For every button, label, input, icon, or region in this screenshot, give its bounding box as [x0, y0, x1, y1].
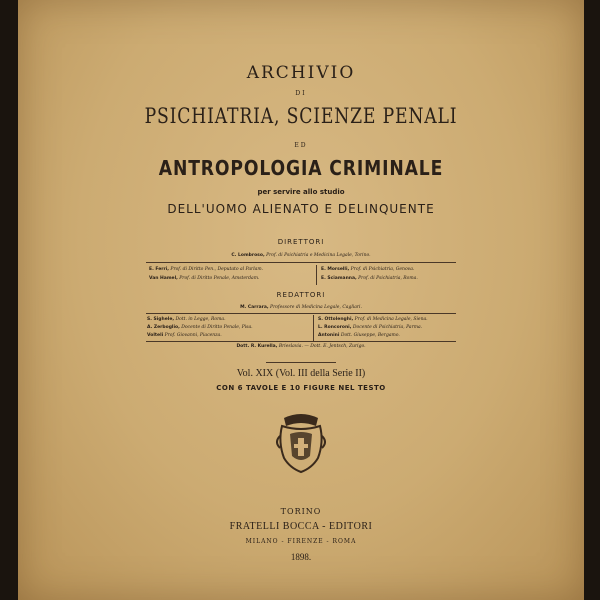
- redattori-right-2-role: Docente di Psichiatria, Parma.: [352, 325, 423, 330]
- direttori-left-2-role: Prof. di Diritto Penale, Amsterdam.: [179, 276, 260, 281]
- divider: [146, 341, 456, 342]
- redattori-right-3-name: Antonini: [318, 333, 340, 338]
- divider: [146, 262, 456, 263]
- direttori-right-1-name: E. Morselli,: [321, 267, 350, 272]
- short-divider: [266, 362, 336, 363]
- subtitle-per-servire: per servire allo studio: [257, 188, 345, 196]
- imprint-publisher: FRATELLI BOCCA - EDITORI: [229, 521, 373, 532]
- redattori-right-3: [318, 333, 400, 338]
- redattori-bottom-1: Dott. R. Kurella,: [236, 344, 278, 349]
- direttori-right-2-role: Prof. di Psichiatria, Roma.: [358, 276, 418, 281]
- redattori-main-role: Professore di Medicina Legale, Cagliari.: [270, 305, 362, 310]
- redattori-bottom: [18, 344, 584, 349]
- direttori-right-2: [321, 276, 418, 281]
- redattori-right-1: [318, 317, 428, 322]
- direttori-left-1: [149, 267, 263, 272]
- subtitle-uomo-alienato: DELL'UOMO ALIENATO E DELINQUENTE: [167, 202, 435, 216]
- imprint-city: TORINO: [280, 507, 322, 516]
- printers-mark-icon: [276, 412, 326, 474]
- redattori-right-1-role: Prof. di Medicina Legale, Siena.: [354, 317, 428, 322]
- direttori-heading: DIRETTORI: [277, 238, 325, 246]
- title-page: [18, 0, 584, 600]
- redattori-left-3: [147, 333, 222, 338]
- redattori-bottom-2: Brieslavia. — Dott. E. Jentsch, Zurigo.: [278, 344, 366, 349]
- redattori-main: [18, 305, 584, 310]
- direttori-left-2: [149, 276, 259, 281]
- divider: [146, 313, 456, 314]
- redattori-main-name: M. Carrara,: [240, 305, 269, 310]
- direttori-right-2-name: E. Sciamanna,: [321, 276, 357, 281]
- redattori-right-1-name: S. Ottolenghi,: [318, 317, 354, 322]
- redattori-left-3-role: Prof. Giovanni, Piacenza.: [164, 333, 222, 338]
- redattori-right-2: [318, 325, 422, 330]
- imprint-year: 1898.: [290, 552, 312, 562]
- redattori-left-1: [147, 317, 226, 322]
- direttori-right-1-role: Prof. di Psichiatria, Genova.: [350, 267, 415, 272]
- title-psichiatria: PSICHIATRIA, SCIENZE PENALI: [144, 104, 458, 128]
- direttori-left-1-role: Prof. di Diritto Pen., Deputato al Parlam.: [170, 267, 264, 272]
- redattori-left-3-name: Volteli: [147, 333, 164, 338]
- direttori-right-1: [321, 267, 414, 272]
- column-divider: [316, 265, 317, 285]
- redattori-right-3-role: Dott. Giuseppe, Bergamo.: [340, 333, 400, 338]
- redattori-left-2: [147, 325, 253, 330]
- redattori-right-2-name: L. Roncoroni,: [318, 325, 352, 330]
- title-di: DI: [295, 90, 307, 97]
- imprint-cities: MILANO - FIRENZE - ROMA: [245, 538, 357, 545]
- volume-line: Vol. XIX (Vol. III della Serie II): [236, 368, 366, 379]
- direttori-left-1-name: E. Ferri,: [149, 267, 169, 272]
- title-archivio: ARCHIVIO: [246, 63, 356, 83]
- column-divider: [313, 315, 314, 341]
- direttori-main: [18, 253, 584, 258]
- tavole-line: CON 6 TAVOLE E 10 FIGURE NEL TESTO: [216, 384, 386, 392]
- redattori-heading: REDATTORI: [276, 291, 326, 299]
- direttori-main-role: Prof. di Psichiatria e Medicina Legale, Torino.: [266, 253, 371, 258]
- redattori-left-1-role: Dott. in Legge, Roma.: [175, 317, 226, 322]
- redattori-left-1-name: S. Sighele,: [147, 317, 175, 322]
- title-antropologia: ANTROPOLOGIA CRIMINALE: [158, 156, 444, 180]
- redattori-left-2-name: A. Zerboglio,: [147, 325, 180, 330]
- direttori-left-2-name: Van Hamel,: [149, 276, 178, 281]
- direttori-main-name: C. Lombroso,: [231, 253, 265, 258]
- redattori-left-2-role: Docente di Diritto Penale, Pisa.: [181, 325, 253, 330]
- title-ed: ED: [294, 142, 308, 149]
